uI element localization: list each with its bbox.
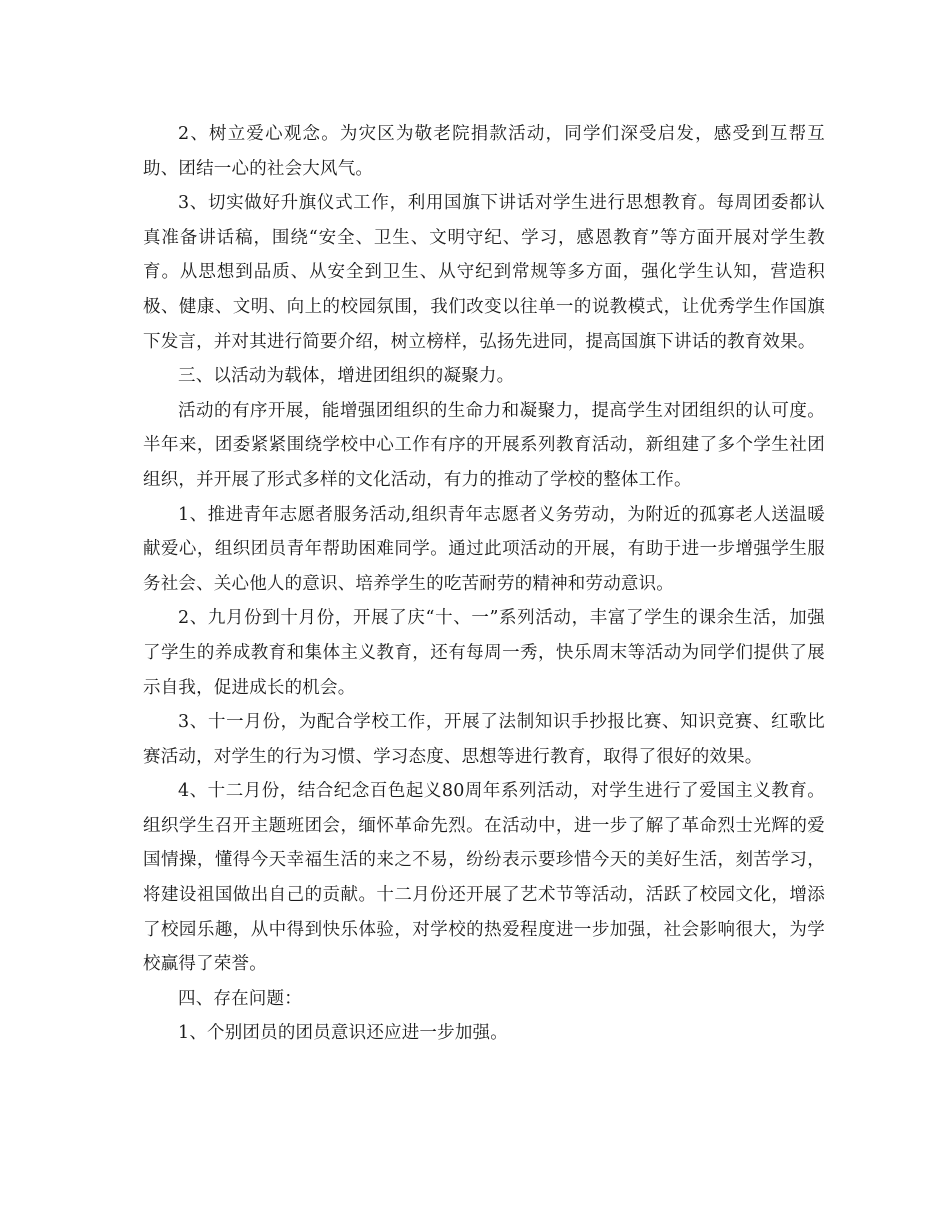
paragraph-problem-1: 1、个别团员的团员意识还应进一步加强。 [178, 1023, 508, 1044]
section-heading-activities: 三、以活动为载体，增进团组织的凝聚力。 [178, 366, 515, 387]
document-body [143, 117, 825, 1051]
paragraph-november: 3、十一月份，为配合学校工作，开展了法制知识手抄报比赛、知识竞赛、红歌比赛活动，对学生的行为习惯、学习态度、思想等进行教育，取得了很好的效果。 [143, 712, 825, 767]
paragraph-flag-ceremony: 3、切实做好升旗仪式工作，利用国旗下讲话对学生进行思想教育。每周团委都认真准备讲话稿，围绕“安全、卫生、文明守纪、学习，感恩教育”等方面开展对学生教育。从思想到品质、从安全到卫生、从守纪到常规等多方面，强化学生认知，营造积极、健康、文明、向上的校园氛围，我们改变以往单一的说教模式，让优秀学生作国旗下发言，并对其进行简要介绍，树立榜样，弘扬先进同，提高国旗下讲话的教育效果。 [143, 193, 825, 352]
paragraph-love-concept: 2、树立爱心观念。为灾区为敬老院捐款活动，同学们深受启发，感受到互帮互助、团结一心的社会大风气。 [143, 124, 825, 179]
paragraph-volunteer-service: 1、推进青年志愿者服务活动,组织青年志愿者义务劳动，为附近的孤寡老人送温暖献爱心，组织团员青年帮助困难同学。通过此项活动的开展，有助于进一步增强学生服务社会、关心他人的意识、培养学生的吃苦耐劳的精神和劳动意识。 [143, 504, 825, 594]
paragraph-september-october: 2、九月份到十月份，开展了庆“十、一”系列活动，丰富了学生的课余生活，加强了学生的养成教育和集体主义教育，还有每周一秀，快乐周末等活动为同学们提供了展示自我，促进成长的机会。 [143, 608, 825, 698]
paragraph-december: 4、十二月份，结合纪念百色起义80周年系列活动，对学生进行了爱国主义教育。组织学生召开主题班团会，缅怀革命先烈。在活动中，进一步了解了革命烈士光辉的爱国情操，懂得今天幸福生活的来之不易，纷纷表示要珍惜今天的美好生活，刻苦学习，将建设祖国做出自己的贡献。十二月份还开展了艺术节等活动，活跃了校园文化，增添了校园乐趣，从中得到快乐体验，对学校的热爱程度进一步加强，社会影响很大，为学校赢得了荣誉。 [143, 781, 825, 975]
section-heading-problems: 四、存在问题： [178, 988, 302, 1009]
paragraph-activities-intro: 活动的有序开展，能增强团组织的生命力和凝聚力，提高学生对团组织的认可度。半年来，团委紧紧围绕学校中心工作有序的开展系列教育活动，新组建了多个学生社团组织，并开展了形式多样的文化活动，有力的推动了学校的整体工作。 [143, 400, 825, 490]
